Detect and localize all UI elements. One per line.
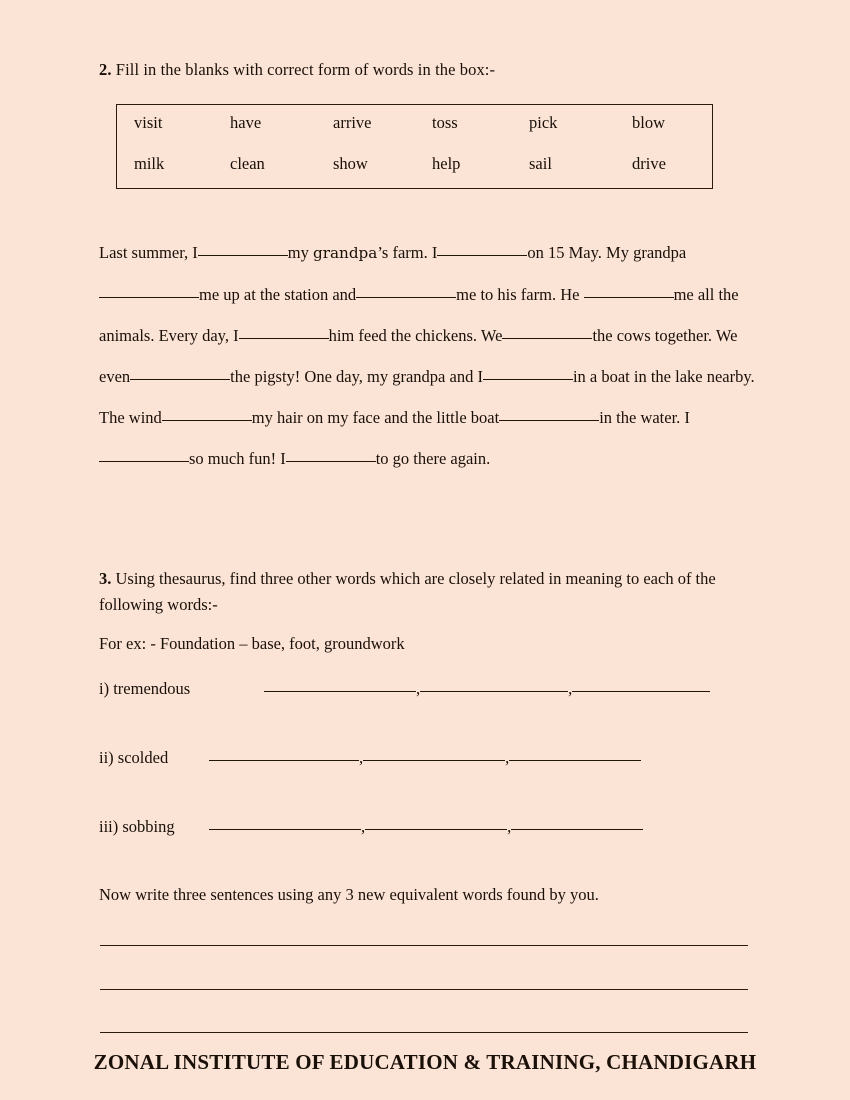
- cloze-passage: [99, 232, 759, 479]
- cloze-blank[interactable]: [286, 448, 376, 462]
- cloze-text-emphasis: grandpa: [313, 244, 378, 262]
- cloze-text: in the water. I: [599, 408, 690, 427]
- thesaurus-separator: ,: [359, 748, 364, 767]
- cloze-text: him feed the chickens. We: [328, 326, 503, 345]
- thesaurus-row: [99, 678, 710, 699]
- cloze-text: so much fun! I: [189, 449, 286, 468]
- thesaurus-separator: ,: [568, 679, 573, 698]
- cloze-text: Last summer, I: [99, 243, 198, 262]
- cloze-blank[interactable]: [130, 366, 230, 380]
- question-2-prompt: Fill in the blanks with correct form of words in the box:-: [111, 60, 496, 79]
- cloze-blank[interactable]: [99, 284, 199, 298]
- cloze-blank[interactable]: [99, 448, 189, 462]
- cloze-text: my: [287, 243, 313, 262]
- thesaurus-separator: ,: [416, 679, 421, 698]
- thesaurus-row: [99, 747, 641, 768]
- word-bank-item: show: [333, 154, 368, 173]
- cloze-blank[interactable]: [198, 242, 288, 256]
- cloze-text: me up at the station and: [199, 285, 357, 304]
- answer-line[interactable]: [100, 1032, 748, 1033]
- thesaurus-answer-blank[interactable]: [509, 747, 641, 761]
- cloze-text: in a boat in the lake nearby. The wind: [99, 367, 755, 427]
- cloze-blank[interactable]: [356, 284, 456, 298]
- word-bank-item: sail: [529, 154, 552, 173]
- thesaurus-separator: ,: [505, 748, 510, 767]
- thesaurus-marker: ii): [99, 748, 114, 767]
- thesaurus-answer-blank[interactable]: [572, 678, 710, 692]
- thesaurus-word: tremendous: [113, 679, 191, 698]
- thesaurus-answer-blank[interactable]: [209, 816, 361, 830]
- write-sentences-prompt: Now write three sentences using any 3 new equivalent words found by you.: [99, 885, 599, 904]
- thesaurus-separator: ,: [507, 817, 512, 836]
- cloze-blank[interactable]: [239, 325, 329, 339]
- cloze-passage-text: [99, 232, 759, 479]
- cloze-blank[interactable]: [502, 325, 592, 339]
- thesaurus-item-label: [99, 748, 209, 768]
- thesaurus-row: [99, 816, 643, 837]
- question-2-heading: [99, 60, 495, 80]
- thesaurus-word: scolded: [117, 748, 169, 767]
- thesaurus-answer-blank[interactable]: [365, 816, 507, 830]
- word-bank-row: [117, 113, 712, 155]
- cloze-text: the pigsty! One day, my grandpa and I: [230, 367, 483, 386]
- word-bank-item: toss: [432, 113, 458, 132]
- question-2-number: 2.: [99, 60, 112, 79]
- thesaurus-answer-blank[interactable]: [264, 678, 416, 692]
- question-3-example: For ex: - Foundation – base, foot, groundwork: [99, 634, 405, 653]
- cloze-text: to go there again.: [375, 449, 491, 468]
- cloze-text: on 15 May. My grandpa: [527, 243, 687, 262]
- thesaurus-answer-blank[interactable]: [363, 747, 505, 761]
- cloze-text: me all the animals. Every day, I: [99, 285, 739, 345]
- word-bank-item: blow: [632, 113, 665, 132]
- question-3-heading: [99, 566, 747, 618]
- question-3-prompt: Using thesaurus, find three other words which are closely related in meaning to each of the following words:-: [99, 569, 716, 614]
- thesaurus-answer-blank[interactable]: [420, 678, 568, 692]
- word-bank-item: help: [432, 154, 461, 173]
- cloze-text: ’s farm. I: [377, 243, 438, 262]
- cloze-text: my hair on my face and the little boat: [251, 408, 500, 427]
- word-bank-box: [116, 104, 713, 189]
- cloze-blank[interactable]: [499, 407, 599, 421]
- word-bank-item: visit: [134, 113, 163, 132]
- cloze-blank[interactable]: [437, 242, 527, 256]
- word-bank-row: [117, 154, 712, 196]
- word-bank-item: have: [230, 113, 262, 132]
- cloze-text: me to his farm. He: [456, 285, 584, 304]
- cloze-blank[interactable]: [483, 366, 573, 380]
- word-bank-item: milk: [134, 154, 165, 173]
- word-bank-item: pick: [529, 113, 558, 132]
- word-bank-item: drive: [632, 154, 666, 173]
- footer-institution-title: ZONAL INSTITUTE OF EDUCATION & TRAINING, CHANDIGARH: [93, 1050, 757, 1074]
- answer-line[interactable]: [100, 945, 748, 946]
- thesaurus-answer-blank[interactable]: [209, 747, 359, 761]
- thesaurus-marker: iii): [99, 817, 119, 836]
- thesaurus-item-label: [99, 817, 209, 837]
- word-bank-item: clean: [230, 154, 265, 173]
- thesaurus-marker: i): [99, 679, 110, 698]
- thesaurus-item-label: [99, 679, 264, 699]
- cloze-blank[interactable]: [584, 284, 674, 298]
- thesaurus-separator: ,: [361, 817, 366, 836]
- cloze-text: the cows together. We even: [99, 326, 738, 386]
- word-bank-item: arrive: [333, 113, 372, 132]
- answer-line[interactable]: [100, 989, 748, 990]
- cloze-blank[interactable]: [162, 407, 252, 421]
- thesaurus-word: sobbing: [122, 817, 175, 836]
- question-3-number: 3.: [99, 569, 112, 588]
- thesaurus-answer-blank[interactable]: [511, 816, 643, 830]
